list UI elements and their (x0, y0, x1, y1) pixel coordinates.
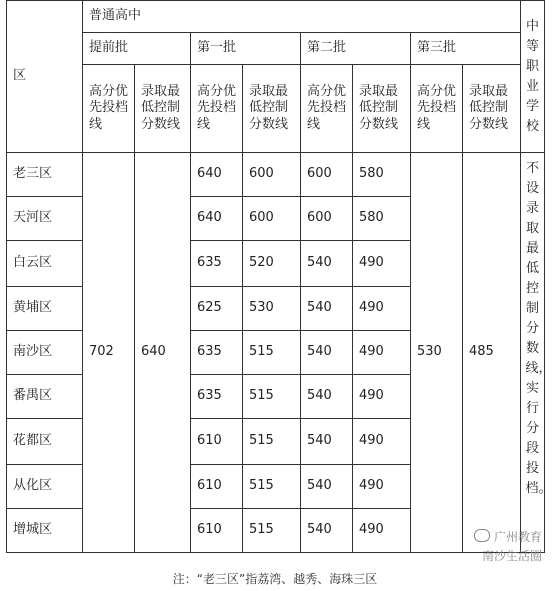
first-priority-cell: 610 (191, 509, 243, 553)
third-min-cell: 485 (463, 153, 521, 553)
first-priority-cell: 610 (191, 419, 243, 465)
district-cell: 南沙区 (7, 331, 83, 375)
early-min-header: 录取最低控制分数线 (135, 65, 191, 153)
first-priority-cell: 635 (191, 375, 243, 419)
second-priority-cell: 540 (301, 287, 353, 331)
district-cell: 增城区 (7, 509, 83, 553)
second-min-cell: 580 (353, 197, 411, 241)
watermark-nansha: 南沙生活圈 (481, 549, 542, 563)
second-priority-cell: 540 (301, 331, 353, 375)
district-header: 区 (7, 1, 83, 153)
second-min-cell: 490 (353, 241, 411, 287)
second-min-cell: 490 (353, 465, 411, 509)
third-priority-header: 高分优先投档线 (411, 65, 463, 153)
first-priority-cell: 640 (191, 153, 243, 197)
batch-early-header: 提前批 (83, 33, 191, 65)
first-priority-cell: 610 (191, 465, 243, 509)
third-min-header: 录取最低控制分数线 (463, 65, 521, 153)
first-priority-cell: 635 (191, 331, 243, 375)
second-min-header: 录取最低控制分数线 (353, 65, 411, 153)
batch-second-header: 第二批 (301, 33, 411, 65)
vocational-header: 中等职业学校 (521, 1, 545, 153)
first-priority-cell: 640 (191, 197, 243, 241)
second-priority-cell: 540 (301, 241, 353, 287)
vocational-note-cell (521, 153, 552, 553)
general-high-school-header: 普通高中 (83, 1, 521, 33)
second-priority-cell: 540 (301, 509, 353, 553)
first-priority-cell: 635 (191, 241, 243, 287)
second-priority-cell: 540 (301, 375, 353, 419)
admission-score-table (6, 0, 552, 553)
batch-first-header: 第一批 (191, 33, 301, 65)
batch-third-header: 第三批 (411, 33, 521, 65)
first-min-cell: 515 (243, 419, 301, 465)
footnote: 注：“老三区”指荔湾、越秀、海珠三区 (172, 572, 378, 586)
second-min-cell: 490 (353, 331, 411, 375)
first-min-cell: 520 (243, 241, 301, 287)
second-min-cell: 490 (353, 287, 411, 331)
second-priority-cell: 540 (301, 465, 353, 509)
district-cell: 天河区 (7, 197, 83, 241)
first-min-cell: 600 (243, 153, 301, 197)
table-row (7, 153, 545, 197)
early-priority-cell: 702 (83, 153, 135, 553)
district-cell: 花都区 (7, 419, 83, 465)
first-min-cell: 600 (243, 197, 301, 241)
second-min-cell: 490 (353, 375, 411, 419)
wechat-icon (474, 529, 490, 542)
second-min-cell: 490 (353, 509, 411, 553)
early-min-cell: 640 (135, 153, 191, 553)
district-cell: 白云区 (7, 241, 83, 287)
second-priority-cell: 600 (301, 153, 353, 197)
second-min-cell: 490 (353, 419, 411, 465)
second-priority-header: 高分优先投档线 (301, 65, 353, 153)
district-cell: 番禺区 (7, 375, 83, 419)
first-min-cell: 515 (243, 331, 301, 375)
second-min-cell: 580 (353, 153, 411, 197)
vocational-note-text: 不设录取最低控制分数线，实行分段投档。 (525, 161, 552, 496)
second-priority-cell: 540 (301, 419, 353, 465)
second-priority-cell: 600 (301, 197, 353, 241)
first-min-cell: 515 (243, 509, 301, 553)
first-priority-cell: 625 (191, 287, 243, 331)
first-priority-header: 高分优先投档线 (191, 65, 243, 153)
district-cell: 黄埔区 (7, 287, 83, 331)
watermark-wechat: 广州教育 (474, 528, 542, 545)
early-priority-header: 高分优先投档线 (83, 65, 135, 153)
first-min-header: 录取最低控制分数线 (243, 65, 301, 153)
district-cell: 从化区 (7, 465, 83, 509)
first-min-cell: 515 (243, 375, 301, 419)
first-min-cell: 530 (243, 287, 301, 331)
district-cell: 老三区 (7, 153, 83, 197)
third-priority-cell: 530 (411, 153, 463, 553)
first-min-cell: 515 (243, 465, 301, 509)
